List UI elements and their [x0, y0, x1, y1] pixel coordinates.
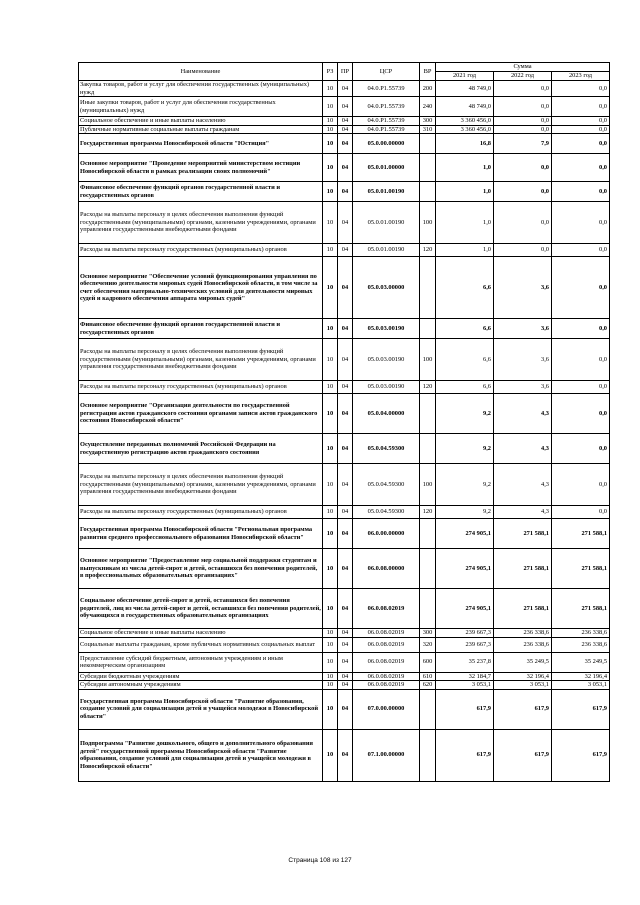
row-2021: 1,0 [436, 154, 494, 182]
row-2022: 4,3 [494, 434, 552, 464]
row-2021: 617,9 [436, 729, 494, 781]
row-2021: 48 749,0 [436, 97, 494, 117]
row-2022: 4,3 [494, 464, 552, 506]
table-row [79, 117, 610, 126]
row-rz: 10 [323, 134, 338, 154]
row-csr: 05.0.01.00000 [353, 154, 420, 182]
row-2022: 0,0 [494, 117, 552, 126]
table-row [79, 244, 610, 257]
row-2023: 0,0 [552, 117, 610, 126]
row-2021: 1,0 [436, 182, 494, 202]
row-vr: 200 [420, 81, 436, 97]
row-2021: 3 053,1 [436, 681, 494, 690]
row-2022: 271 588,1 [494, 549, 552, 589]
row-rz: 10 [323, 339, 338, 381]
row-name: Социальное обеспечение детей-сирот и детей, оставшихся без попечения родителей, лиц из числа детей-сирот и детей, оставшихся без попечения родителей, обучающихся в государственных образовательных организациях [79, 589, 323, 629]
row-2023: 271 588,1 [552, 519, 610, 549]
row-csr: 06.0.08.00000 [353, 549, 420, 589]
row-2023: 0,0 [552, 97, 610, 117]
row-vr [420, 257, 436, 319]
row-pr: 04 [338, 589, 353, 629]
row-vr: 100 [420, 202, 436, 244]
row-name: Подпрограмма "Развитие дошкольного, общего и дополнительного образования детей" государственной программы Новосибирской области "Развитие образования, создание условий для социализации детей и учащейся молодежи в Новосибирской области" [79, 729, 323, 781]
row-rz: 10 [323, 589, 338, 629]
row-2021: 239 667,3 [436, 637, 494, 652]
row-vr: 620 [420, 681, 436, 690]
row-pr: 04 [338, 506, 353, 519]
row-pr: 04 [338, 434, 353, 464]
row-name: Социальное обеспечение и иные выплаты населению [79, 629, 323, 638]
row-rz: 10 [323, 257, 338, 319]
row-name: Расходы на выплаты персоналу государственных (муниципальных) органов [79, 506, 323, 519]
row-pr: 04 [338, 257, 353, 319]
row-2023: 0,0 [552, 202, 610, 244]
table-row [79, 97, 610, 117]
row-csr: 05.0.01.00190 [353, 244, 420, 257]
row-pr: 04 [338, 681, 353, 690]
row-name: Предоставление субсидий бюджетным, автономным учреждениям и иным некоммерческим организациям [79, 652, 323, 672]
row-pr: 04 [338, 652, 353, 672]
table-row [79, 729, 610, 781]
row-2021: 48 749,0 [436, 81, 494, 97]
row-2021: 6,6 [436, 319, 494, 339]
row-pr: 04 [338, 319, 353, 339]
table-row [79, 125, 610, 134]
row-name: Основное мероприятие "Обеспечение условий функционирования управления по обеспечению деятельности мировых судей Новосибирской области, в том числе за счет обеспечения материально-технических условий для деятельности мировых судей и кадрового обеспечения аппарата мировых судей" [79, 257, 323, 319]
row-2023: 32 196,4 [552, 672, 610, 681]
row-vr: 610 [420, 672, 436, 681]
row-2021: 6,6 [436, 257, 494, 319]
row-rz: 10 [323, 729, 338, 781]
row-2022: 0,0 [494, 244, 552, 257]
row-rz: 10 [323, 381, 338, 394]
row-2022: 0,0 [494, 125, 552, 134]
row-2023: 271 588,1 [552, 589, 610, 629]
row-name: Основное мероприятие "Проведение мероприятий министерством юстиции Новосибирской области в рамках реализации своих полномочий" [79, 154, 323, 182]
row-vr: 120 [420, 506, 436, 519]
row-csr: 06.0.08.02019 [353, 672, 420, 681]
row-vr: 300 [420, 117, 436, 126]
row-vr: 310 [420, 125, 436, 134]
row-2021: 9,2 [436, 394, 494, 434]
row-vr [420, 549, 436, 589]
row-2023: 0,0 [552, 125, 610, 134]
row-name: Закупка товаров, работ и услуг для обеспечения государственных (муниципальных) нужд [79, 81, 323, 97]
row-pr: 04 [338, 672, 353, 681]
table-row [79, 434, 610, 464]
row-2022: 3 053,1 [494, 681, 552, 690]
row-vr: 100 [420, 464, 436, 506]
header-pr: ПР [338, 63, 353, 81]
row-2021: 239 667,3 [436, 629, 494, 638]
row-rz: 10 [323, 125, 338, 134]
row-csr: 07.1.00.00000 [353, 729, 420, 781]
row-pr: 04 [338, 182, 353, 202]
row-2023: 617,9 [552, 729, 610, 781]
row-vr: 320 [420, 637, 436, 652]
row-vr: 300 [420, 629, 436, 638]
row-rz: 10 [323, 182, 338, 202]
row-name: Социальное обеспечение и иные выплаты населению [79, 117, 323, 126]
row-rz: 10 [323, 154, 338, 182]
row-name: Расходы на выплаты персоналу государственных (муниципальных) органов [79, 381, 323, 394]
row-rz: 10 [323, 519, 338, 549]
row-pr: 04 [338, 394, 353, 434]
row-csr: 05.0.01.00190 [353, 202, 420, 244]
table-row [79, 672, 610, 681]
row-2021: 9,2 [436, 506, 494, 519]
row-csr: 04.0.P1.55739 [353, 117, 420, 126]
row-2022: 7,9 [494, 134, 552, 154]
row-name: Расходы на выплаты персоналу государственных (муниципальных) органов [79, 244, 323, 257]
row-2023: 0,0 [552, 506, 610, 519]
row-pr: 04 [338, 519, 353, 549]
row-vr: 100 [420, 339, 436, 381]
row-2021: 9,2 [436, 464, 494, 506]
row-name: Основное мероприятие "Предоставление мер социальной поддержки студентам и выпускникам из числа детей-сирот и детей, оставшихся без попечения родителей, в профессиональных образовательных организациях" [79, 549, 323, 589]
row-2021: 1,0 [436, 202, 494, 244]
row-pr: 04 [338, 81, 353, 97]
row-rz: 10 [323, 506, 338, 519]
header-rz: РЗ [323, 63, 338, 81]
row-2021: 274 905,1 [436, 519, 494, 549]
row-2022: 0,0 [494, 182, 552, 202]
row-name: Государственная программа Новосибирской области "Региональная программа развития среднего профессионального образования Новосибирской области" [79, 519, 323, 549]
row-name: Государственная программа Новосибирской области "Развитие образования, создание условий для социализации детей и учащейся молодежи в Новосибирской области" [79, 689, 323, 729]
row-pr: 04 [338, 202, 353, 244]
row-vr: 600 [420, 652, 436, 672]
row-vr: 240 [420, 97, 436, 117]
row-pr: 04 [338, 689, 353, 729]
row-rz: 10 [323, 117, 338, 126]
row-2022: 3,6 [494, 319, 552, 339]
row-rz: 10 [323, 549, 338, 589]
row-2021: 32 184,7 [436, 672, 494, 681]
table-body [79, 81, 610, 782]
row-2023: 3 053,1 [552, 681, 610, 690]
table-row [79, 519, 610, 549]
row-2022: 3,6 [494, 257, 552, 319]
row-rz: 10 [323, 689, 338, 729]
row-2022: 236 338,6 [494, 629, 552, 638]
row-name: Иные закупки товаров, работ и услуг для обеспечения государственных (муниципальных) нужд [79, 97, 323, 117]
row-rz: 10 [323, 637, 338, 652]
row-rz: 10 [323, 652, 338, 672]
row-2022: 236 338,6 [494, 637, 552, 652]
row-2021: 6,6 [436, 339, 494, 381]
row-2023: 0,0 [552, 394, 610, 434]
table-row [79, 154, 610, 182]
row-csr: 05.0.03.00190 [353, 339, 420, 381]
row-csr: 04.0.P1.55739 [353, 125, 420, 134]
row-vr [420, 134, 436, 154]
row-csr: 06.0.00.00000 [353, 519, 420, 549]
header-year-2022: 2022 год [494, 72, 552, 81]
row-2021: 9,2 [436, 434, 494, 464]
document-page [78, 62, 609, 782]
row-pr: 04 [338, 549, 353, 589]
row-vr [420, 154, 436, 182]
row-rz: 10 [323, 244, 338, 257]
row-csr: 05.0.03.00000 [353, 257, 420, 319]
table-row [79, 182, 610, 202]
row-name: Расходы на выплаты персоналу в целях обеспечения выполнения функций государственными (муниципальными) органами, казенными учреждениями, органами управления государственными внебюджетными фондами [79, 464, 323, 506]
table-row [79, 464, 610, 506]
row-name: Субсидии бюджетным учреждениям [79, 672, 323, 681]
row-pr: 04 [338, 125, 353, 134]
row-pr: 04 [338, 244, 353, 257]
row-pr: 04 [338, 134, 353, 154]
row-pr: 04 [338, 381, 353, 394]
row-2022: 35 249,5 [494, 652, 552, 672]
row-name: Осуществление переданных полномочий Российской Федерации на государственную регистрацию актов гражданского состояния [79, 434, 323, 464]
row-vr [420, 319, 436, 339]
row-pr: 04 [338, 339, 353, 381]
row-vr [420, 689, 436, 729]
row-2021: 617,9 [436, 689, 494, 729]
row-csr: 06.0.08.02019 [353, 681, 420, 690]
row-2023: 617,9 [552, 689, 610, 729]
row-2021: 1,0 [436, 244, 494, 257]
table-row [79, 81, 610, 97]
row-rz: 10 [323, 464, 338, 506]
row-2023: 271 588,1 [552, 549, 610, 589]
row-2022: 617,9 [494, 729, 552, 781]
header-sum: Сумма [436, 63, 610, 72]
row-csr: 05.0.04.59300 [353, 506, 420, 519]
row-2022: 3,6 [494, 381, 552, 394]
row-2021: 3 360 456,0 [436, 117, 494, 126]
table-row [79, 589, 610, 629]
row-pr: 04 [338, 637, 353, 652]
row-csr: 05.0.01.00190 [353, 182, 420, 202]
row-vr [420, 434, 436, 464]
row-csr: 05.0.04.59300 [353, 464, 420, 506]
row-name: Расходы на выплаты персоналу в целях обеспечения выполнения функций государственными (муниципальными) органами, казенными учреждениями, органами управления государственными внебюджетными фондами [79, 202, 323, 244]
table-row [79, 381, 610, 394]
row-2022: 271 588,1 [494, 519, 552, 549]
row-2023: 35 249,5 [552, 652, 610, 672]
row-vr: 120 [420, 381, 436, 394]
row-vr [420, 519, 436, 549]
row-csr: 05.0.00.00000 [353, 134, 420, 154]
row-name: Публичные нормативные социальные выплаты гражданам [79, 125, 323, 134]
table-row [79, 549, 610, 589]
row-rz: 10 [323, 97, 338, 117]
row-csr: 06.0.08.02019 [353, 629, 420, 638]
row-2023: 0,0 [552, 182, 610, 202]
row-2023: 236 338,6 [552, 629, 610, 638]
table-row [79, 202, 610, 244]
header-name: Наименование [79, 63, 323, 81]
row-2023: 0,0 [552, 257, 610, 319]
row-csr: 06.0.08.02019 [353, 652, 420, 672]
row-name: Финансовое обеспечение функций органов государственной власти и государственных органов [79, 319, 323, 339]
budget-table [78, 62, 610, 782]
row-2022: 0,0 [494, 81, 552, 97]
table-row [79, 637, 610, 652]
row-2021: 16,8 [436, 134, 494, 154]
row-vr [420, 182, 436, 202]
table-row [79, 319, 610, 339]
table-row [79, 257, 610, 319]
row-2022: 271 588,1 [494, 589, 552, 629]
row-name: Социальные выплаты гражданам, кроме публичных нормативных социальных выплат [79, 637, 323, 652]
table-row [79, 339, 610, 381]
row-2023: 0,0 [552, 319, 610, 339]
row-rz: 10 [323, 629, 338, 638]
row-csr: 06.0.08.02019 [353, 637, 420, 652]
row-2022: 0,0 [494, 97, 552, 117]
row-2023: 236 338,6 [552, 637, 610, 652]
row-csr: 07.0.00.00000 [353, 689, 420, 729]
row-pr: 04 [338, 464, 353, 506]
row-2022: 4,3 [494, 394, 552, 434]
row-vr [420, 589, 436, 629]
row-2023: 0,0 [552, 381, 610, 394]
row-2023: 0,0 [552, 154, 610, 182]
header-vr: ВР [420, 63, 436, 81]
row-vr: 120 [420, 244, 436, 257]
row-name: Субсидии автономным учреждениям [79, 681, 323, 690]
row-csr: 06.0.08.02019 [353, 589, 420, 629]
row-2023: 0,0 [552, 339, 610, 381]
row-pr: 04 [338, 117, 353, 126]
row-csr: 05.0.04.00000 [353, 394, 420, 434]
row-2021: 6,6 [436, 381, 494, 394]
row-2022: 3,6 [494, 339, 552, 381]
header-csr: ЦСР [353, 63, 420, 81]
row-vr [420, 394, 436, 434]
row-2022: 32 196,4 [494, 672, 552, 681]
row-csr: 05.0.03.00190 [353, 381, 420, 394]
row-rz: 10 [323, 434, 338, 464]
row-rz: 10 [323, 681, 338, 690]
row-2021: 3 360 456,0 [436, 125, 494, 134]
row-2023: 0,0 [552, 434, 610, 464]
row-2022: 0,0 [494, 154, 552, 182]
row-2023: 0,0 [552, 81, 610, 97]
row-name: Финансовое обеспечение функций органов государственной власти и государственных органов [79, 182, 323, 202]
table-row [79, 681, 610, 690]
row-2022: 617,9 [494, 689, 552, 729]
row-csr: 04.0.P1.55739 [353, 97, 420, 117]
table-row [79, 629, 610, 638]
row-name: Расходы на выплаты персоналу в целях обеспечения выполнения функций государственными (муниципальными) органами, казенными учреждениями, органами управления государственными внебюджетными фондами [79, 339, 323, 381]
table-row [79, 134, 610, 154]
row-csr: 05.0.04.59300 [353, 434, 420, 464]
header-year-2021: 2021 год [436, 72, 494, 81]
row-2023: 0,0 [552, 464, 610, 506]
page-number: Страница 108 из 127 [288, 857, 352, 864]
row-pr: 04 [338, 97, 353, 117]
row-name: Государственная программа Новосибирской области "Юстиция" [79, 134, 323, 154]
row-name: Основное мероприятие "Организация деятельности по государственной регистрации актов гражданского состояния органами записи актов гражданского состояния Новосибирской области" [79, 394, 323, 434]
row-rz: 10 [323, 202, 338, 244]
row-2023: 0,0 [552, 244, 610, 257]
row-rz: 10 [323, 81, 338, 97]
row-vr [420, 729, 436, 781]
row-rz: 10 [323, 319, 338, 339]
row-2022: 4,3 [494, 506, 552, 519]
row-2023: 0,0 [552, 134, 610, 154]
row-pr: 04 [338, 629, 353, 638]
table-row [79, 652, 610, 672]
row-2021: 274 905,1 [436, 549, 494, 589]
table-row [79, 689, 610, 729]
row-csr: 04.0.P1.55739 [353, 81, 420, 97]
table-row [79, 394, 610, 434]
row-2021: 35 237,8 [436, 652, 494, 672]
row-rz: 10 [323, 672, 338, 681]
row-csr: 05.0.03.00190 [353, 319, 420, 339]
row-2022: 0,0 [494, 202, 552, 244]
row-pr: 04 [338, 154, 353, 182]
row-2021: 274 905,1 [436, 589, 494, 629]
row-rz: 10 [323, 394, 338, 434]
table-row [79, 506, 610, 519]
row-pr: 04 [338, 729, 353, 781]
header-year-2023: 2023 год [552, 72, 610, 81]
